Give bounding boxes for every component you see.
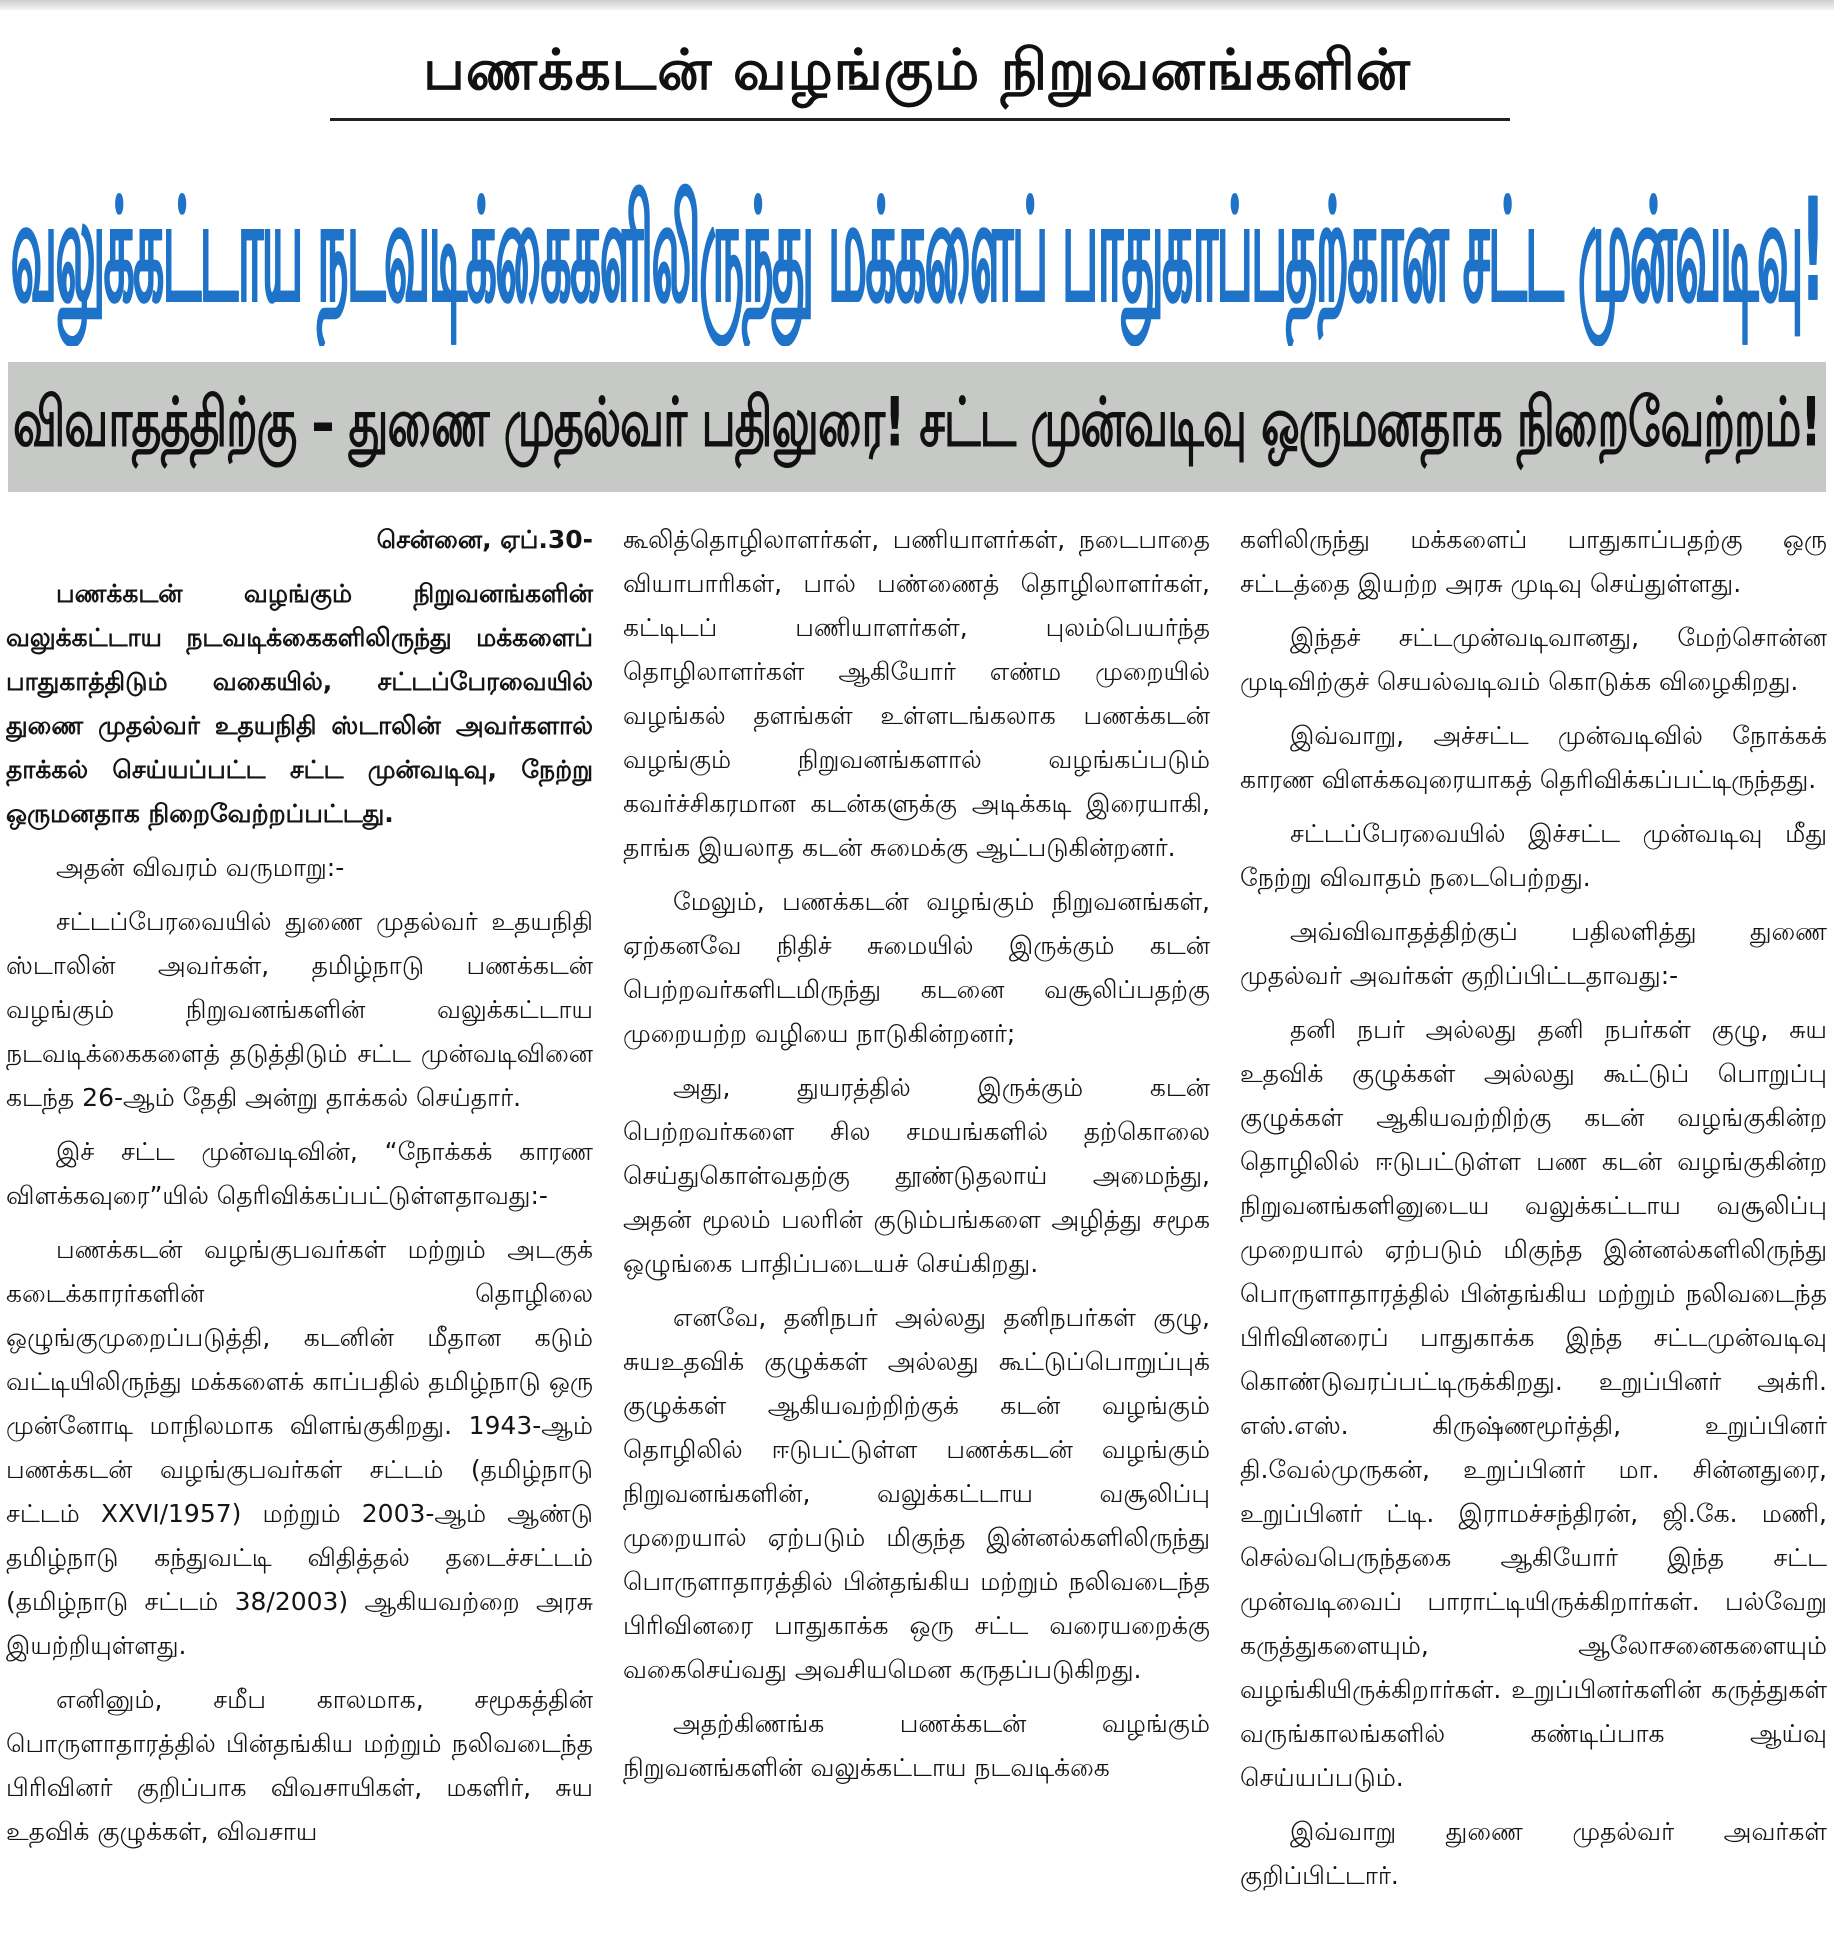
main-headline-text: வலுக்கட்டாய நடவடிக்கைகளிலிருந்து மக்களைப் பாதுகாப்பதற்கான சட்ட முன்வடிவு! <box>11 176 1823 334</box>
paragraph: அதற்கிணங்க பணக்கடன் வழங்கும் நிறுவனங்களின் வலுக்கட்டாய நடவடிக்கை <box>623 1709 1210 1782</box>
column-3 <box>1240 518 1827 1948</box>
paragraph: எனவே, தனிநபர் அல்லது தனிநபர்கள் குழு, சுயஉதவிக் குழுக்கள் அல்லது கூட்டுப்பொறுப்புக் குழுக்கள் ஆகியவற்றிற்குக் கடன் வழங்கும் தொழிலில் ஈடுபட்டுள்ள பணக்கடன் வழங்கும் நிறுவனங்களின், வலுக்கட்டாய வசூலிப்பு முறையால் ஏற்படும் மிகுந்த இன்னல்களிலிருந்து பொருளாதாரத்தில் பின்தங்கிய மற்றும் நலிவடைந்த பிரிவினரை பாதுகாக்க ஒரு சட்ட வரையறைக்கு வகைசெய்வது அவசியமென கருதப்படுகிறது. <box>623 1303 1210 1684</box>
subheadline-box <box>8 362 1826 492</box>
paragraph: அது, துயரத்தில் இருக்கும் கடன் பெற்றவர்களை சில சமயங்களில் தற்கொலை செய்துகொள்வதற்கு தூண்டுதலாய் அமைந்து, அதன் மூலம் பலரின் குடும்பங்களை அழித்து சமூக ஒழுங்கை பாதிப்படையச் செய்கிறது. <box>623 1073 1210 1278</box>
column-1 <box>6 518 593 1948</box>
dateline: சென்னை, ஏப்.30- <box>376 525 593 554</box>
paragraph: அவ்விவாதத்திற்குப் பதிலளித்து துணை முதல்வர் அவர்கள் குறிப்பிட்டதாவது:- <box>1240 917 1827 990</box>
paragraph: சட்டப்பேரவையில் இச்சட்ட முன்வடிவு மீது நேற்று விவாதம் நடைபெற்றது. <box>1240 819 1827 892</box>
lede-paragraph: பணக்கடன் வழங்கும் நிறுவனங்களின் வலுக்கட்டாய நடவடிக்கைகளிலிருந்து மக்களைப் பாதுகாத்திடும் வகையில், சட்டப்பேரவையில் துணை முதல்வர் உதயநிதி ஸ்டாலின் அவர்களால் தாக்கல் செய்யப்பட்ட சட்ட முன்வடிவு, நேற்று ஒருமனதாக நிறைவேற்றப்பட்டது. <box>6 579 593 828</box>
paragraph: இவ்வாறு, அச்சட்ட முன்வடிவில் நோக்கக் காரண விளக்கவுரையாகத் தெரிவிக்கப்பட்டிருந்தது. <box>1240 721 1827 794</box>
paragraph: தனி நபர் அல்லது தனி நபர்கள் குழு, சுய உதவிக் குழுக்கள் அல்லது கூட்டுப் பொறுப்பு குழுக்கள் ஆகியவற்றிற்கு கடன் வழங்குகின்ற தொழிலில் ஈடுபட்டுள்ள பண கடன் வழங்குகின்ற நிறுவனங்களினுடைய வலுக்கட்டாய வசூலிப்பு முறையால் ஏற்படும் மிகுந்த இன்னல்களிலிருந்து பொருளாதாரத்தில் பின்தங்கிய மற்றும் நலிவடைந்த பிரிவினரைப் பாதுகாக்க இந்த சட்டமுன்வடிவு கொண்டுவரப்பட்டிருக்கிறது. உறுப்பினர் அக்ரி. எஸ்.எஸ். கிருஷ்ணமூர்த்தி, உறுப்பினர் தி.வேல்முருகன், உறுப்பினர் மா. சின்னதுரை, உறுப்பினர் ட்டி. இராமச்சந்திரன், ஜி.கே. மணி, செல்வபெருந்தகை ஆகியோர் இந்த சட்ட முன்வடிவைப் பாராட்டியிருக்கிறார்கள். பல்வேறு கருத்துகளையும், ஆலோசனைகளையும் வழங்கியிருக்கிறார்கள். உறுப்பினர்களின் கருத்துகள் வருங்காலங்களில் கண்டிப்பாக ஆய்வு செய்யப்படும். <box>1240 1015 1827 1792</box>
kicker-headline: பணக்கடன் வழங்கும் நிறுவனங்களின் <box>423 38 1411 103</box>
paragraph: மேலும், பணக்கடன் வழங்கும் நிறுவனங்கள், ஏற்கனவே நிதிச் சுமையில் இருக்கும் கடன் பெற்றவர்களிடமிருந்து கடனை வசூலிப்பதற்கு முறையற்ற வழியை நாடுகின்றனர்; <box>623 887 1210 1048</box>
paragraph: இந்தச் சட்டமுன்வடிவானது, மேற்சொன்ன முடிவிற்குச் செயல்வடிவம் கொடுக்க விழைகிறது. <box>1240 623 1827 696</box>
paragraph: பணக்கடன் வழங்குபவர்கள் மற்றும் அடகுக் கடைக்காரர்களின் தொழிலை ஒழுங்குமுறைப்படுத்தி, கடனின் மீதான கடும் வட்டியிலிருந்து மக்களைக் காப்பதில் தமிழ்நாடு ஒரு முன்னோடி மாநிலமாக விளங்குகிறது. 1943-ஆம் பணக்கடன் வழங்குபவர்கள் சட்டம் (தமிழ்நாடு சட்டம் XXVI/1957) மற்றும் 2003-ஆம் ஆண்டு தமிழ்நாடு கந்துவட்டி விதித்தல் தடைச்சட்டம் (தமிழ்நாடு சட்டம் 38/2003) ஆகியவற்றை அரசு இயற்றியுள்ளது. <box>6 1235 593 1660</box>
kicker-underline <box>330 118 1510 121</box>
paragraph: சட்டப்பேரவையில் துணை முதல்வர் உதயநிதி ஸ்டாலின் அவர்கள், தமிழ்நாடு பணக்கடன் வழங்கும் நிறுவனங்களின் வலுக்கட்டாய நடவடிக்கைகளைத் தடுத்திடும் சட்ட முன்வடிவினை கடந்த 26-ஆம் தேதி அன்று தாக்கல் செய்தார். <box>6 907 593 1112</box>
paragraph: இவ்வாறு துணை முதல்வர் அவர்கள் குறிப்பிட்டார். <box>1240 1817 1827 1890</box>
paragraph: களிலிருந்து மக்களைப் பாதுகாப்பதற்கு ஒரு சட்டத்தை இயற்ற அரசு முடிவு செய்துள்ளது. <box>1240 525 1827 598</box>
top-cutoff-strip <box>0 0 1834 10</box>
column-2 <box>623 518 1210 1948</box>
main-headline <box>6 176 1828 346</box>
paragraph: கூலித்தொழிலாளர்கள், பணியாளர்கள், நடைபாதை வியாபாரிகள், பால் பண்ணைத் தொழிலாளர்கள், கட்டிடப் பணியாளர்கள், புலம்பெயர்ந்த தொழிலாளர்கள் ஆகியோர் எண்ம முறையில் வழங்கல் தளங்கள் உள்ளடங்கலாக பணக்கடன் வழங்கும் நிறுவனங்களால் வழங்கப்படும் கவர்ச்சிகரமான கடன்களுக்கு அடிக்கடி இரையாகி, தாங்க இயலாத கடன் சுமைக்கு ஆட்படுகின்றனர். <box>623 525 1210 862</box>
subheadline-text: விவாதத்திற்கு – துணை முதல்வர் பதிலுரை! சட்ட முன்வடிவு ஒருமனதாக நிறைவேற்றம்! <box>13 383 1821 462</box>
paragraph: இச் சட்ட முன்வடிவின், “நோக்கக் காரண விளக்கவுரை”யில் தெரிவிக்கப்பட்டுள்ளதாவது:- <box>6 1137 593 1210</box>
paragraph: எனினும், சமீப காலமாக, சமூகத்தின் பொருளாதாரத்தில் பின்தங்கிய மற்றும் நலிவடைந்த பிரிவினர் குறிப்பாக விவசாயிகள், மகளிர், சுய உதவிக் குழுக்கள், விவசாய <box>6 1685 593 1846</box>
article-body <box>6 518 1828 1948</box>
paragraph: அதன் விவரம் வருமாறு:- <box>56 853 345 882</box>
